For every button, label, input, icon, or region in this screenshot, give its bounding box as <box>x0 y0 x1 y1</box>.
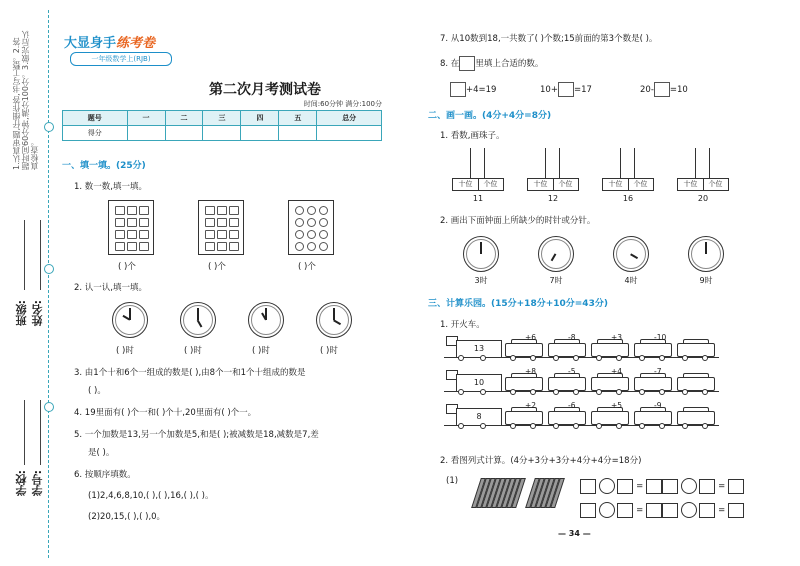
block-icon <box>139 206 149 215</box>
equation-text: =10 <box>669 85 688 95</box>
answer-square[interactable] <box>646 479 662 494</box>
name-label: 姓名: <box>31 300 44 327</box>
spine-notes: 1.认真审题,仔细作答,书写工整。2.答题时间60分钟,满分100分。3.做完后认真检查。 <box>12 30 39 170</box>
train-wheel <box>702 423 708 429</box>
block-icon <box>229 230 239 239</box>
block-icon <box>139 242 149 251</box>
equals-sign: = <box>718 505 726 516</box>
train-wheel <box>553 389 559 395</box>
binding-line <box>48 10 49 558</box>
coin-icon <box>295 230 304 239</box>
clock-icon[interactable] <box>688 236 724 272</box>
coin-icon <box>319 230 328 239</box>
answer-box[interactable] <box>450 82 466 97</box>
score-cell[interactable] <box>127 126 165 141</box>
train-wheel <box>659 355 665 361</box>
coin-icon <box>295 242 304 251</box>
abacus-number-2: 12 <box>547 194 559 203</box>
question-1-3b: ( )。 <box>88 386 106 396</box>
abacus-rod <box>545 148 546 178</box>
equation-text: +4=19 <box>466 85 497 95</box>
question-1-8-text: 8. 在 <box>440 59 460 69</box>
coin-icon <box>307 218 316 227</box>
score-header: 总分 <box>317 111 382 126</box>
coin-icon <box>319 206 328 215</box>
operator-circle[interactable] <box>681 478 697 494</box>
question-3-2-label: (1) <box>446 476 459 486</box>
abacus-rod <box>634 148 635 178</box>
train-operator: -6 <box>568 401 576 410</box>
equation-text: 20- <box>640 85 654 95</box>
school-label: 学校: <box>15 470 28 497</box>
abacus-number-3: 16 <box>622 194 634 203</box>
score-header: 五 <box>279 111 317 126</box>
question-1-3a: 3. 由1个十和6个一组成的数是( ),由8个一和1个十组成的数是 <box>74 368 306 378</box>
answer-square[interactable] <box>617 503 633 518</box>
answer-square[interactable] <box>580 479 596 494</box>
train-wheel <box>596 389 602 395</box>
tens-label: 十位 <box>458 180 473 188</box>
operator-circle[interactable] <box>599 478 615 494</box>
answer-square[interactable] <box>662 503 678 518</box>
score-cell[interactable] <box>317 126 382 141</box>
page-number: — 34 — <box>558 529 591 538</box>
count-blank-3[interactable]: ( )个 <box>298 262 316 272</box>
block-icon <box>205 242 215 251</box>
operator-circle[interactable] <box>681 502 697 518</box>
ones-label: 个位 <box>628 179 653 190</box>
train-wheel <box>530 423 536 429</box>
brand-subtitle: 一年级数学上(RJB) <box>70 52 172 66</box>
train-wheel <box>510 389 516 395</box>
block-icon <box>115 230 125 239</box>
score-cell[interactable] <box>279 126 317 141</box>
block-icon <box>229 218 239 227</box>
score-header: 二 <box>165 111 203 126</box>
train-wheel <box>702 355 708 361</box>
question-2-2: 2. 画出下面钟面上所缺少的时针或分针。 <box>440 216 596 226</box>
answer-box[interactable] <box>558 82 574 97</box>
score-table <box>62 110 382 141</box>
equals-sign: = <box>636 505 644 516</box>
coin-icon <box>319 242 328 251</box>
clock-caption-2: 7时 <box>549 276 563 285</box>
block-icon <box>205 206 215 215</box>
question-1-5b: 是( )。 <box>88 448 115 458</box>
train-wheel <box>596 423 602 429</box>
block-icon <box>229 206 239 215</box>
block-icon <box>229 242 239 251</box>
abacus-rod <box>470 148 471 178</box>
equation-2 <box>540 82 592 97</box>
train-operator: +3 <box>611 333 623 342</box>
score-cell[interactable] <box>241 126 279 141</box>
answer-square[interactable] <box>699 479 715 494</box>
equation-text: 10+ <box>540 85 558 95</box>
section-2-heading: 二、画一画。(4分+4分=8分) <box>428 111 552 121</box>
clock-blank-2[interactable]: ( )时 <box>184 346 202 356</box>
section-1-heading: 一、填一填。(25分) <box>62 161 146 171</box>
train-wheel <box>480 423 486 429</box>
block-icon <box>205 218 215 227</box>
binding-hole <box>44 402 54 412</box>
train-wheel <box>616 355 622 361</box>
equation-1 <box>450 82 496 97</box>
picture-eq-4 <box>662 502 744 518</box>
clock-caption-4: 9时 <box>699 276 713 285</box>
exam-meta: 时间:60分钟 满分:100分 <box>303 100 382 108</box>
question-1-8 <box>440 56 543 71</box>
clock-icon <box>316 302 352 338</box>
train-wheel <box>596 355 602 361</box>
coin-icon <box>319 218 328 227</box>
train-wheel <box>682 389 688 395</box>
train-wheel <box>510 423 516 429</box>
block-icon <box>217 230 227 239</box>
coin-icon <box>307 206 316 215</box>
answer-square[interactable] <box>580 503 596 518</box>
clock-blank-3[interactable]: ( )时 <box>252 346 270 356</box>
question-1-8-tail: 里填上合适的数。 <box>475 59 544 69</box>
question-1-6: 6. 按顺序填数。 <box>74 470 136 480</box>
train-operator: -5 <box>568 367 576 376</box>
answer-square[interactable] <box>617 479 633 494</box>
clock-icon[interactable] <box>613 236 649 272</box>
coin-icon <box>295 218 304 227</box>
ones-label: 个位 <box>553 179 578 190</box>
train-wheel <box>458 389 464 395</box>
train-wheel <box>480 355 486 361</box>
train-wheel <box>639 389 645 395</box>
sequence-2: (2)20,15,( ),( ),0。 <box>88 512 166 522</box>
picture-eq-2 <box>662 478 744 494</box>
train-wheel <box>639 423 645 429</box>
abacus-rod <box>695 148 696 178</box>
train-operator: +6 <box>525 333 537 342</box>
block-icon <box>115 206 125 215</box>
score-header: 四 <box>241 111 279 126</box>
train-wheel <box>553 423 559 429</box>
train-wheel <box>616 389 622 395</box>
minute-hand <box>197 308 199 320</box>
clock-icon <box>112 302 148 338</box>
locomotive-number: 8 <box>456 408 502 426</box>
brand-logo: 大显身手练考卷 <box>64 36 156 51</box>
clock-caption-3: 4时 <box>624 276 638 285</box>
class-label: 班级: <box>15 300 28 327</box>
locomotive-number: 10 <box>456 374 502 392</box>
score-header: 一 <box>127 111 165 126</box>
train-operator: -8 <box>568 333 576 342</box>
clock-icon <box>248 302 284 338</box>
score-cell[interactable] <box>203 126 241 141</box>
question-1-4: 4. 19里面有( )个一和( )个十,20里面有( )个一。 <box>74 408 257 418</box>
train-operator: +4 <box>611 367 623 376</box>
clock-icon[interactable] <box>463 236 499 272</box>
block-icon <box>205 230 215 239</box>
block-icon <box>127 218 137 227</box>
train-wheel <box>530 355 536 361</box>
clock-icon <box>180 302 216 338</box>
equals-sign: = <box>636 481 644 492</box>
binding-hole <box>44 264 54 274</box>
abacus-base <box>677 178 729 191</box>
tens-label: 十位 <box>533 180 548 188</box>
coin-icon <box>307 242 316 251</box>
train-wheel <box>573 355 579 361</box>
answer-square[interactable] <box>728 479 744 494</box>
answer-box[interactable] <box>654 82 670 97</box>
class-line <box>24 220 25 290</box>
picture-eq-1 <box>580 478 662 494</box>
train-operator: -9 <box>654 401 662 410</box>
train-operator: -7 <box>654 367 662 376</box>
block-icon <box>217 242 227 251</box>
train-wheel <box>458 423 464 429</box>
abacus-rod <box>709 148 710 178</box>
school-line <box>24 400 25 465</box>
count-frame-1 <box>108 200 154 255</box>
block-icon <box>217 206 227 215</box>
minute-hand <box>705 242 707 254</box>
train-wheel <box>553 355 559 361</box>
count-blank-1[interactable]: ( )个 <box>118 262 136 272</box>
count-frame-2 <box>198 200 244 255</box>
answer-square[interactable] <box>699 503 715 518</box>
clock-icon[interactable] <box>538 236 574 272</box>
number-label: 学号: <box>31 470 44 497</box>
answer-square[interactable] <box>646 503 662 518</box>
train-wheel <box>682 423 688 429</box>
block-icon <box>217 218 227 227</box>
train-operator: +8 <box>525 367 537 376</box>
number-line <box>40 400 41 465</box>
abacus-number-4: 20 <box>697 194 709 203</box>
abacus-rod <box>620 148 621 178</box>
train-wheel <box>616 423 622 429</box>
answer-square[interactable] <box>728 503 744 518</box>
binding-hole <box>44 122 54 132</box>
name-line <box>40 220 41 290</box>
equation-3 <box>640 82 688 97</box>
sequence-1: (1)2,4,6,8,10,( ),( ),16,( ),( )。 <box>88 491 214 501</box>
equals-sign: = <box>718 481 726 492</box>
train-wheel <box>458 355 464 361</box>
abacus-base <box>602 178 654 191</box>
section-3-heading: 三、计算乐园。(15分+18分+10分=43分) <box>428 299 608 309</box>
question-3-2: 2. 看图列式计算。(4分+3分+3分+4分+4分=18分) <box>440 456 642 466</box>
block-icon <box>115 218 125 227</box>
train-wheel <box>702 389 708 395</box>
block-icon <box>127 230 137 239</box>
abacus-number-1: 11 <box>472 194 484 203</box>
train-wheel <box>573 423 579 429</box>
block-icon <box>139 230 149 239</box>
operator-circle[interactable] <box>599 502 615 518</box>
score-row-label: 得分 <box>63 126 128 141</box>
picture-eq-3 <box>580 502 662 518</box>
abacus-base <box>527 178 579 191</box>
answer-box <box>459 56 475 71</box>
tens-label: 十位 <box>683 180 698 188</box>
answer-square[interactable] <box>662 479 678 494</box>
clock-blank-1[interactable]: ( )时 <box>116 346 134 356</box>
coin-icon <box>295 206 304 215</box>
question-1-5a: 5. 一个加数是13,另一个加数是5,和是( );被减数是18,减数是7,差 <box>74 430 319 440</box>
clock-blank-4[interactable]: ( )时 <box>320 346 338 356</box>
question-1-1: 1. 数一数,填一填。 <box>74 182 148 192</box>
block-icon <box>127 206 137 215</box>
locomotive-number: 13 <box>456 340 502 358</box>
score-header: 题号 <box>63 111 128 126</box>
clock-caption-1: 3时 <box>474 276 488 285</box>
tens-label: 十位 <box>608 180 623 188</box>
coin-icon <box>307 230 316 239</box>
block-icon <box>115 242 125 251</box>
train-wheel <box>639 355 645 361</box>
block-icon <box>139 218 149 227</box>
train-wheel <box>659 423 665 429</box>
ones-label: 个位 <box>703 179 728 190</box>
question-1-2: 2. 认一认,填一填。 <box>74 283 148 293</box>
score-cell[interactable] <box>165 126 203 141</box>
train-wheel <box>573 389 579 395</box>
block-icon <box>127 242 137 251</box>
question-2-1: 1. 看数,画珠子。 <box>440 131 505 141</box>
count-blank-2[interactable]: ( )个 <box>208 262 226 272</box>
minute-hand <box>480 242 482 254</box>
count-frame-3 <box>288 200 334 255</box>
train-wheel <box>530 389 536 395</box>
exam-title: 第二次月考测试卷 <box>209 82 321 98</box>
score-header: 三 <box>203 111 241 126</box>
question-3-1: 1. 开火车。 <box>440 320 485 330</box>
train-operator: +5 <box>611 401 623 410</box>
train-operator: +2 <box>525 401 537 410</box>
abacus-rod <box>559 148 560 178</box>
train-wheel <box>659 389 665 395</box>
train-wheel <box>510 355 516 361</box>
ones-label: 个位 <box>478 179 503 190</box>
train-wheel <box>480 389 486 395</box>
question-1-7: 7. 从10数到18,一共数了( )个数;15前面的第3个数是( )。 <box>440 34 658 44</box>
train-operator: -10 <box>654 333 667 342</box>
abacus-rod <box>484 148 485 178</box>
equation-text: =17 <box>573 85 592 95</box>
abacus-base <box>452 178 504 191</box>
train-wheel <box>682 355 688 361</box>
